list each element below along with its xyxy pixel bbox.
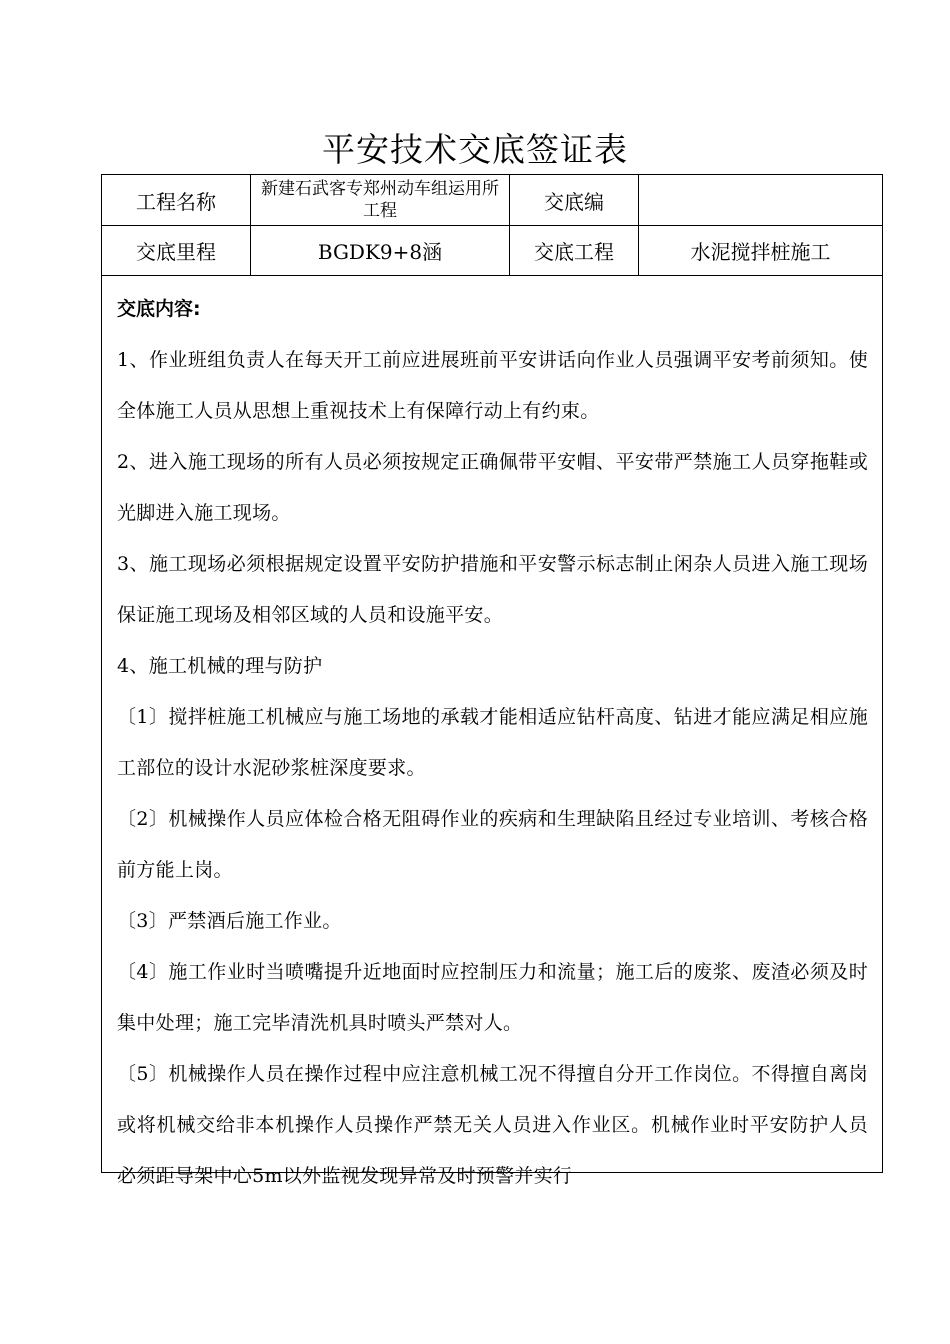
work-item-label: 交底工程	[510, 226, 639, 275]
disclosure-number-label: 交底编	[510, 175, 639, 225]
content-paragraph: 4、施工机械的理与防护	[117, 655, 323, 677]
mileage-label: 交底里程	[102, 226, 251, 275]
disclosure-content	[102, 276, 882, 1202]
content-paragraph: 〔2〕机械操作人员应体检合格无阻碍作业的疾病和生理缺陷且经过专业培训、考核合格前方能上岗。	[117, 808, 868, 881]
content-paragraph: 3、施工现场必须根据规定设置平安防护措施和平安警示标志制止闲杂人员进入施工现场保证施工现场及相邻区域的人员和设施平安。	[117, 553, 868, 626]
content-paragraph: 1、作业班组负责人在每天开工前应进展班前平安讲话向作业人员强调平安考前须知。使全体施工人员从思想上重视技术上有保障行动上有约束。	[117, 349, 868, 422]
document-title: 平安技术交底签证表	[322, 130, 628, 169]
mileage-value: BGDK9+8涵	[251, 226, 510, 275]
table-row-project	[102, 175, 882, 226]
content-paragraph: 2、进入施工现场的所有人员必须按规定正确佩带平安帽、平安带严禁施工人员穿拖鞋或光脚进入施工现场。	[117, 451, 868, 524]
work-item-value: 水泥搅拌桩施工	[690, 240, 831, 264]
content-heading: 交底内容:	[117, 298, 201, 320]
content-paragraph: 〔5〕机械操作人员在操作过程中应注意机械工况不得擅自分开工作岗位。不得擅自离岗或将机械交给非本机操作人员操作严禁无关人员进入作业区。机械作业时平安防护人员必须距导架中心5m以外监视发现异常及时预警并实行	[117, 1063, 868, 1187]
sign-off-table	[101, 174, 883, 1187]
table-row-mileage	[102, 226, 882, 276]
content-paragraph: 〔4〕施工作业时当喷嘴提升近地面时应控制压力和流量；施工后的废浆、废渣必须及时集中处理；施工完毕清洗机具时喷头严禁对人。	[117, 961, 868, 1034]
disclosure-number-value	[639, 175, 882, 225]
project-name-value: 新建石武客专郑州动车组运用所工程	[251, 175, 510, 225]
project-name-label: 工程名称	[102, 175, 251, 225]
content-paragraph: 〔3〕严禁酒后施工作业。	[117, 910, 342, 932]
content-paragraph: 〔1〕搅拌桩施工机械应与施工场地的承载才能相适应钻杆高度、钻进才能应满足相应施工部位的设计水泥砂浆桩深度要求。	[117, 706, 868, 779]
